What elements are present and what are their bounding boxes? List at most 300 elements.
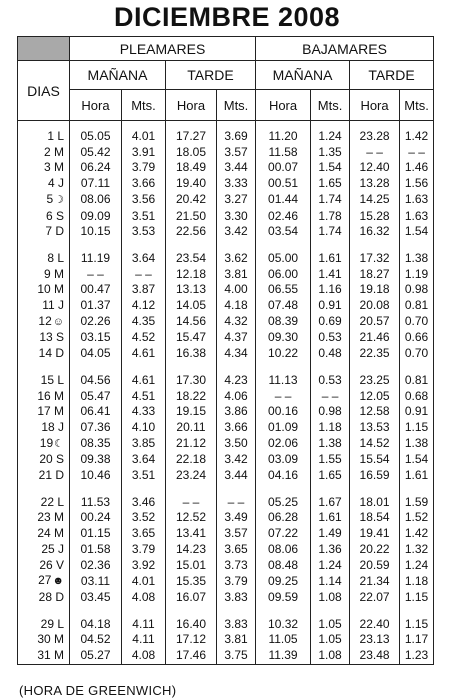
pleamar-tarde-mts: 3.49: [217, 510, 256, 526]
pleamar-manana-mts: 3.53: [122, 224, 166, 240]
pleamar-manana-hora: 08.35: [70, 436, 122, 453]
day-cell: [18, 373, 70, 389]
pleamar-manana-mts: 4.11: [122, 617, 166, 633]
bajamar-tarde-hora: 12.40: [350, 160, 400, 176]
mts-header: Mts.: [311, 90, 350, 121]
day-label: 28 D: [38, 589, 64, 604]
hora-header: Hora: [70, 90, 122, 121]
pleamar-manana-mts: 4.12: [122, 298, 166, 314]
bajamar-manana-mts: 1.08: [311, 590, 350, 606]
pleamar-tarde-hora: 19.40: [166, 176, 217, 192]
day-label: 26 V: [39, 557, 64, 572]
pleamar-tarde-hora: 16.07: [166, 590, 217, 606]
bajamar-manana-hora: 09.30: [256, 330, 311, 346]
pleamar-manana-mts: 4.61: [122, 346, 166, 362]
pleamar-tarde-mts: 3.44: [217, 160, 256, 176]
bajamar-manana-hora: 11.20: [256, 129, 311, 145]
pleamar-manana-mts: 3.66: [122, 176, 166, 192]
pleamar-tarde-hora: 17.12: [166, 632, 217, 648]
bajamar-manana-hora: 10.32: [256, 617, 311, 633]
pleamar-tarde-mts: 4.18: [217, 298, 256, 314]
day-cell: [18, 573, 70, 590]
pleamar-manana-hora: 03.45: [70, 590, 122, 606]
pleamar-manana-hora: 10.15: [70, 224, 122, 240]
moon-phase-icon: ☽: [54, 193, 64, 206]
day-label: 11 J: [42, 298, 64, 313]
pleamar-tarde-hora: – –: [166, 495, 217, 511]
pleamar-tarde-mts: 3.86: [217, 404, 256, 420]
pleamar-tarde-hora: 17.30: [166, 373, 217, 389]
bajamar-manana-mts: 1.74: [311, 224, 350, 240]
bajamar-tarde-hora: 12.05: [350, 389, 400, 405]
day-label: 30 M: [37, 632, 64, 647]
pleamar-manana-mts: 3.91: [122, 145, 166, 161]
day-label: 6 S: [45, 208, 64, 223]
day-cell: [18, 590, 70, 606]
hora-header: Hora: [350, 90, 400, 121]
bajamar-tarde-mts: 0.81: [400, 298, 434, 314]
day-cell: [18, 192, 70, 209]
bajamar-tarde-hora: 23.13: [350, 632, 400, 648]
day-label: 4 J: [47, 176, 64, 191]
bajamar-manana-mts: 0.53: [311, 330, 350, 346]
bajamar-manana-mts: 0.48: [311, 346, 350, 362]
day-label: 17 M: [37, 404, 64, 419]
pleamar-manana-hora: 01.15: [70, 526, 122, 542]
day-label: 21 D: [38, 468, 64, 483]
day-cell: [18, 495, 70, 511]
pleamar-tarde-hora: 15.35: [166, 573, 217, 590]
pleamar-manana-hora: 05.05: [70, 129, 122, 145]
pleamar-manana-mts: 3.46: [122, 495, 166, 511]
day-label: 29 L: [40, 616, 64, 631]
pleamar-tarde-mts: 3.73: [217, 558, 256, 574]
timezone-note: (HORA DE GREENWICH): [19, 683, 177, 698]
pleamar-manana-mts: 3.79: [122, 160, 166, 176]
day-cell: [18, 267, 70, 283]
tide-row: [18, 495, 434, 511]
bajamar-manana-hora: 01.44: [256, 192, 311, 209]
pleamar-manana-hora: 03.11: [70, 573, 122, 590]
pleamar-tarde-hora: 15.01: [166, 558, 217, 574]
bajamar-tarde-hora: 18.27: [350, 267, 400, 283]
day-cell: [18, 452, 70, 468]
bajamar-manana-mts: 1.54: [311, 160, 350, 176]
pleamar-manana-mts: 4.08: [122, 590, 166, 606]
bajamar-manana-hora: 08.39: [256, 314, 311, 331]
day-cell: [18, 420, 70, 436]
mts-header: Mts.: [400, 90, 434, 121]
bajamar-manana-hora: 07.48: [256, 298, 311, 314]
day-label: 18 J: [41, 419, 64, 434]
bajamar-manana-mts: 1.55: [311, 452, 350, 468]
bajamar-manana-mts: – –: [311, 389, 350, 405]
bajamar-tarde-hora: 20.08: [350, 298, 400, 314]
tide-row: [18, 224, 434, 240]
pleamar-tarde-mts: 3.50: [217, 436, 256, 453]
pleamar-tarde-hora: 16.40: [166, 617, 217, 633]
bajamar-manana-mts: 1.24: [311, 558, 350, 574]
pleamar-manana-hora: 11.53: [70, 495, 122, 511]
day-cell: [18, 209, 70, 225]
pleamar-manana-mts: – –: [122, 267, 166, 283]
bajamar-manana-mts: 1.05: [311, 632, 350, 648]
day-label: 3 M: [43, 160, 64, 175]
pleamar-manana-mts: 4.10: [122, 420, 166, 436]
pleamar-tarde-mts: 3.27: [217, 192, 256, 209]
pleamar-tarde-hora: 19.15: [166, 404, 217, 420]
day-label: 9 M: [43, 266, 64, 281]
pleamar-manana-mts: 4.52: [122, 330, 166, 346]
bajamar-manana-hora: 05.25: [256, 495, 311, 511]
pleamar-tarde-hora: 21.12: [166, 436, 217, 453]
bajamar-manana-hora: 06.00: [256, 267, 311, 283]
pleamar-manana-hora: 10.46: [70, 468, 122, 484]
bajamar-tarde-mts: 1.19: [400, 267, 434, 283]
day-label: 22 L: [40, 494, 64, 509]
bajamar-manana-hora: – –: [256, 389, 311, 405]
bajamar-manana-mts: 1.05: [311, 617, 350, 633]
day-cell: [18, 510, 70, 526]
pleamar-manana-hora: – –: [70, 267, 122, 283]
tide-row: [18, 129, 434, 145]
bajamar-manana-hora: 00.51: [256, 176, 311, 192]
pleamar-tarde-hora: 18.22: [166, 389, 217, 405]
bajamar-tarde-mts: 1.38: [400, 436, 434, 453]
bajamar-manana-mts: 1.65: [311, 468, 350, 484]
bajamar-tarde-hora: 20.57: [350, 314, 400, 331]
day-label: 8 L: [47, 250, 64, 265]
tide-row: [18, 192, 434, 209]
day-label: 13 S: [39, 330, 64, 345]
pleamar-tarde-hora: 13.41: [166, 526, 217, 542]
bajamar-manana-hora: 01.09: [256, 420, 311, 436]
day-label: 20 S: [39, 452, 64, 467]
mts-header: Mts.: [122, 90, 166, 121]
bajamar-tarde-mts: 1.15: [400, 590, 434, 606]
bajamar-tarde-mts: 0.98: [400, 282, 434, 298]
day-cell: [18, 526, 70, 542]
tide-row: [18, 176, 434, 192]
day-cell: [18, 617, 70, 633]
bajamar-tarde-mts: 1.24: [400, 558, 434, 574]
group-spacer: [18, 484, 434, 495]
pleamar-tarde-mts: 3.75: [217, 648, 256, 664]
pleamar-manana-mts: 3.65: [122, 526, 166, 542]
dias-header: DIAS: [18, 61, 70, 121]
bajamar-tarde-hora: 22.35: [350, 346, 400, 362]
pleamar-tarde-mts: 4.00: [217, 282, 256, 298]
bajamar-manana-hora: 10.22: [256, 346, 311, 362]
pleamar-manana-mts: 3.85: [122, 436, 166, 453]
day-cell: [18, 330, 70, 346]
tide-row: [18, 160, 434, 176]
day-cell: [18, 404, 70, 420]
pleamar-manana-hora: 08.06: [70, 192, 122, 209]
group-spacer: [18, 240, 434, 251]
bajamar-manana-hora: 00.16: [256, 404, 311, 420]
day-label: 14 D: [38, 346, 64, 361]
bajamar-tarde-mts: 1.17: [400, 632, 434, 648]
pleamar-tarde-hora: 17.46: [166, 648, 217, 664]
pleamar-manana-hora: 06.24: [70, 160, 122, 176]
pleamar-tarde-mts: – –: [217, 495, 256, 511]
day-cell: [18, 251, 70, 267]
pleamar-manana-hora: 04.52: [70, 632, 122, 648]
page-title: DICIEMBRE 2008: [113, 2, 341, 32]
bajamar-manana-mts: 1.24: [311, 129, 350, 145]
bajamar-manana-hora: 00.07: [256, 160, 311, 176]
bajamar-manana-mts: 0.98: [311, 404, 350, 420]
bajamares-header: BAJAMARES: [256, 37, 434, 61]
bajamar-manana-mts: 1.61: [311, 251, 350, 267]
bajamar-tarde-mts: 1.63: [400, 192, 434, 209]
moon-phase-icon: ☺: [52, 315, 64, 328]
pleamar-manana-mts: 4.01: [122, 573, 166, 590]
pleamar-tarde-mts: 3.30: [217, 209, 256, 225]
pleamar-tarde-mts: 3.81: [217, 267, 256, 283]
bajamar-tarde-mts: – –: [400, 145, 434, 161]
bajamar-manana-hora: 08.06: [256, 542, 311, 558]
pleamar-manana-mts: 4.51: [122, 389, 166, 405]
bajamar-manana-mts: 1.36: [311, 542, 350, 558]
tide-table: [17, 36, 434, 665]
pleamar-manana-hora: 00.47: [70, 282, 122, 298]
bajamar-tarde-mts: 0.91: [400, 404, 434, 420]
pleamar-manana-mts: 3.56: [122, 192, 166, 209]
tide-row: [18, 373, 434, 389]
pleamar-tarde-hora: 15.47: [166, 330, 217, 346]
bajamar-tarde-hora: 13.28: [350, 176, 400, 192]
moon-phase-icon: ☻: [52, 575, 64, 588]
pleamar-manana-hora: 05.27: [70, 648, 122, 664]
pleamar-tarde-mts: 3.57: [217, 145, 256, 161]
day-label: 7 D: [45, 224, 64, 239]
day-label: 25 J: [41, 541, 64, 556]
pleamar-tarde-hora: 23.24: [166, 468, 217, 484]
day-cell: [18, 282, 70, 298]
pleamar-manana-mts: 3.51: [122, 468, 166, 484]
pleamar-tarde-mts: 3.65: [217, 542, 256, 558]
pleamares-manana-header: MAÑANA: [70, 61, 166, 90]
bajamar-tarde-hora: 13.53: [350, 420, 400, 436]
day-cell: [18, 468, 70, 484]
hora-header: Hora: [166, 90, 217, 121]
bajamar-tarde-hora: – –: [350, 145, 400, 161]
tide-row: [18, 209, 434, 225]
bajamar-manana-hora: 07.22: [256, 526, 311, 542]
day-cell: [18, 632, 70, 648]
bajamar-tarde-mts: 1.42: [400, 526, 434, 542]
bajamar-tarde-hora: 21.34: [350, 573, 400, 590]
pleamar-manana-hora: 01.58: [70, 542, 122, 558]
pleamar-manana-hora: 04.18: [70, 617, 122, 633]
day-label: 15 L: [40, 372, 64, 387]
day-cell: [18, 145, 70, 161]
pleamar-tarde-mts: 3.83: [217, 590, 256, 606]
bajamar-manana-hora: 05.00: [256, 251, 311, 267]
bajamar-manana-mts: 1.38: [311, 436, 350, 453]
tide-row: [18, 404, 434, 420]
bajamar-manana-hora: 04.16: [256, 468, 311, 484]
bajamar-tarde-hora: 20.22: [350, 542, 400, 558]
hora-header: Hora: [256, 90, 311, 121]
moon-phase-icon: ☾: [54, 437, 64, 450]
tide-row: [18, 510, 434, 526]
pleamar-manana-mts: 3.79: [122, 542, 166, 558]
tide-row: [18, 558, 434, 574]
pleamares-tarde-header: TARDE: [166, 61, 256, 90]
bajamar-manana-hora: 03.54: [256, 224, 311, 240]
day-label: 12: [38, 313, 52, 328]
pleamar-manana-mts: 3.87: [122, 282, 166, 298]
tide-row: [18, 298, 434, 314]
day-cell: [18, 129, 70, 145]
pleamar-tarde-hora: 16.38: [166, 346, 217, 362]
pleamar-tarde-mts: 3.42: [217, 224, 256, 240]
pleamar-tarde-hora: 14.05: [166, 298, 217, 314]
pleamar-tarde-mts: 3.44: [217, 468, 256, 484]
day-cell: [18, 436, 70, 453]
bajamar-manana-hora: 11.58: [256, 145, 311, 161]
day-cell: [18, 558, 70, 574]
day-label: 24 M: [37, 526, 64, 541]
bajamar-tarde-mts: 0.66: [400, 330, 434, 346]
bajamar-tarde-mts: 1.52: [400, 510, 434, 526]
bajamar-tarde-hora: 18.54: [350, 510, 400, 526]
bajamar-tarde-mts: 1.15: [400, 420, 434, 436]
bajamar-tarde-mts: 1.42: [400, 129, 434, 145]
pleamar-tarde-hora: 22.56: [166, 224, 217, 240]
bajamar-tarde-hora: 21.46: [350, 330, 400, 346]
tide-row: [18, 282, 434, 298]
pleamar-tarde-hora: 23.54: [166, 251, 217, 267]
bajamar-tarde-mts: 1.32: [400, 542, 434, 558]
pleamar-tarde-mts: 3.81: [217, 632, 256, 648]
tide-row: [18, 573, 434, 590]
bajamares-tarde-header: TARDE: [350, 61, 434, 90]
bajamar-tarde-mts: 1.59: [400, 495, 434, 511]
bajamar-manana-mts: 1.14: [311, 573, 350, 590]
bajamar-tarde-mts: 0.70: [400, 314, 434, 331]
pleamar-tarde-hora: 18.49: [166, 160, 217, 176]
bajamar-manana-hora: 02.46: [256, 209, 311, 225]
mts-header: Mts.: [217, 90, 256, 121]
pleamar-tarde-mts: 3.79: [217, 573, 256, 590]
bajamar-tarde-mts: 1.23: [400, 648, 434, 664]
day-cell: [18, 346, 70, 362]
bajamar-manana-hora: 08.48: [256, 558, 311, 574]
bajamar-tarde-hora: 18.01: [350, 495, 400, 511]
pleamar-tarde-hora: 12.52: [166, 510, 217, 526]
bajamar-manana-mts: 1.78: [311, 209, 350, 225]
group-spacer: [18, 606, 434, 617]
bajamar-tarde-hora: 16.59: [350, 468, 400, 484]
bajamar-tarde-mts: 1.61: [400, 468, 434, 484]
tide-row: [18, 452, 434, 468]
pleamar-manana-hora: 07.36: [70, 420, 122, 436]
bajamar-manana-hora: 06.55: [256, 282, 311, 298]
day-cell: [18, 542, 70, 558]
pleamar-tarde-mts: 3.42: [217, 452, 256, 468]
pleamar-manana-hora: 11.19: [70, 251, 122, 267]
pleamar-manana-mts: 3.64: [122, 251, 166, 267]
pleamar-manana-hora: 02.36: [70, 558, 122, 574]
bajamar-manana-hora: 02.06: [256, 436, 311, 453]
pleamar-manana-mts: 3.52: [122, 510, 166, 526]
tide-row: [18, 590, 434, 606]
bajamar-tarde-mts: 1.15: [400, 617, 434, 633]
pleamar-tarde-mts: 3.83: [217, 617, 256, 633]
tide-row: [18, 330, 434, 346]
bajamar-tarde-hora: 23.25: [350, 373, 400, 389]
bajamar-manana-mts: 0.69: [311, 314, 350, 331]
pleamar-tarde-mts: 4.32: [217, 314, 256, 331]
bajamar-tarde-hora: 16.32: [350, 224, 400, 240]
bajamar-manana-hora: 06.28: [256, 510, 311, 526]
pleamar-manana-hora: 06.41: [70, 404, 122, 420]
bajamar-tarde-hora: 22.40: [350, 617, 400, 633]
bajamar-manana-mts: 0.91: [311, 298, 350, 314]
bajamar-manana-mts: 1.61: [311, 510, 350, 526]
pleamar-tarde-mts: 3.62: [217, 251, 256, 267]
pleamar-tarde-mts: 3.33: [217, 176, 256, 192]
bajamar-tarde-mts: 0.68: [400, 389, 434, 405]
bajamar-tarde-hora: 23.28: [350, 129, 400, 145]
pleamar-tarde-mts: 4.23: [217, 373, 256, 389]
tide-row: [18, 468, 434, 484]
bajamar-manana-hora: 11.39: [256, 648, 311, 664]
bajamar-tarde-hora: 15.54: [350, 452, 400, 468]
day-cell: [18, 176, 70, 192]
bajamar-manana-mts: 1.16: [311, 282, 350, 298]
pleamar-manana-hora: 07.11: [70, 176, 122, 192]
day-cell: [18, 314, 70, 331]
pleamar-manana-mts: 4.61: [122, 373, 166, 389]
day-label: 31 M: [37, 648, 64, 663]
corner-shade-cell: [18, 37, 70, 61]
tide-row: [18, 145, 434, 161]
tide-row: [18, 648, 434, 664]
tide-row: [18, 526, 434, 542]
pleamar-tarde-hora: 12.18: [166, 267, 217, 283]
pleamar-tarde-mts: 3.66: [217, 420, 256, 436]
tide-row: [18, 420, 434, 436]
pleamar-manana-mts: 4.08: [122, 648, 166, 664]
bajamar-tarde-hora: 15.28: [350, 209, 400, 225]
tide-row: [18, 346, 434, 362]
pleamar-manana-hora: 00.24: [70, 510, 122, 526]
bajamar-tarde-hora: 19.41: [350, 526, 400, 542]
day-cell: [18, 224, 70, 240]
pleamar-tarde-mts: 4.37: [217, 330, 256, 346]
bajamar-tarde-hora: 17.32: [350, 251, 400, 267]
bajamar-manana-mts: 1.74: [311, 192, 350, 209]
pleamar-tarde-mts: 3.69: [217, 129, 256, 145]
tide-row: [18, 632, 434, 648]
bajamar-tarde-mts: 1.54: [400, 452, 434, 468]
pleamar-manana-hora: 02.26: [70, 314, 122, 331]
bajamar-tarde-hora: 12.58: [350, 404, 400, 420]
pleamar-tarde-hora: 18.05: [166, 145, 217, 161]
pleamar-manana-mts: 3.51: [122, 209, 166, 225]
bajamar-tarde-hora: 22.07: [350, 590, 400, 606]
group-spacer: [18, 362, 434, 373]
tide-row: [18, 389, 434, 405]
pleamar-tarde-hora: 17.27: [166, 129, 217, 145]
pleamar-tarde-hora: 20.11: [166, 420, 217, 436]
bajamar-tarde-mts: 1.63: [400, 209, 434, 225]
